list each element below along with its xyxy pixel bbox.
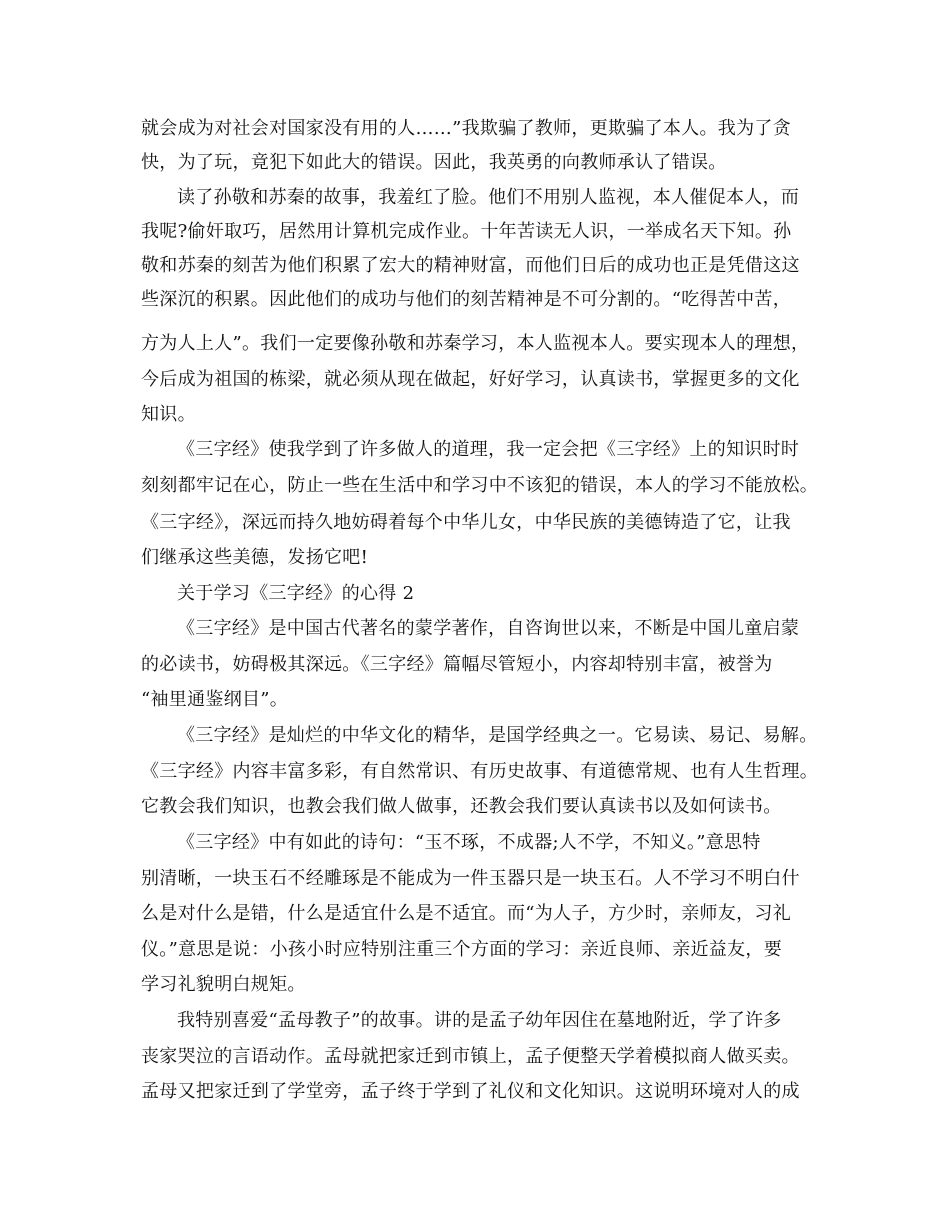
paragraph-start: 读了孙敬和苏秦的故事，我羞红了脸。他们不用别人监视，本人催促本人，而 — [177, 187, 800, 208]
text-line: 别清晰，一块玉石不经雕琢是不能成为一件玉器只是一块玉石。人不学习不明白什 — [141, 868, 800, 889]
paragraph-start: 《三字经》是灿烂的中华文化的精华，是国学经典之一。它易读、易记、易解。 — [177, 725, 818, 746]
text-line: 我呢?偷奸取巧，居然用计算机完成作业。十年苦读无人识，一举成名天下知。孙 — [141, 221, 792, 242]
paragraph-start: 《三字经》中有如此的诗句：“玉不琢，不成器;人不学，不知义。”意思特 — [177, 832, 761, 853]
text-line: 丧家哭泣的言语动作。孟母就把家迁到市镇上，孟子便整天学着模拟商人做买卖。 — [141, 1046, 800, 1067]
text-line: 就会成为对社会对国家没有用的人……”我欺骗了教师，更欺骗了本人。我为了贪 — [141, 118, 791, 139]
paragraph-start: 《三字经》是中国古代著名的蒙学著作，自咨询世以来，不断是中国儿童启蒙 — [177, 618, 800, 639]
text-line: 的必读书，妨碍极其深远。《三字经》篇幅尽管短小，内容却特别丰富，被誉为 — [141, 654, 773, 675]
text-line: 么是对什么是错，什么是适宜什么是不适宜。而“为人子，方少时，亲师友，习礼 — [141, 903, 791, 924]
text-line: 今后成为祖国的栋梁，就必须从现在做起，好好学习，认真读书，掌握更多的文化 — [141, 369, 800, 390]
section-heading: 关于学习《三字经》的心得 2 — [177, 583, 415, 604]
text-line: 《三字经》，深远而持久地妨碍着每个中华儿女，中华民族的美德铸造了它，让我 — [141, 512, 791, 533]
text-line: 方为人上人”。我们一定要像孙敬和苏秦学习，本人监视本人。要实现本人的理想， — [141, 333, 810, 354]
text-line: 们继承这些美德，发扬它吧! — [141, 547, 369, 568]
text-line: “袖里通鉴纲目”。 — [141, 689, 289, 710]
text-line: 《三字经》内容丰富多彩，有自然常识、有历史故事、有道德常规、也有人生哲理。 — [141, 761, 819, 782]
text-line: 知识。 — [141, 404, 196, 425]
text-line: 些深沉的积累。因此他们的成功与他们的刻苦精神是不可分割的。“吃得苦中苦， — [141, 289, 791, 310]
text-line: 刻刻都牢记在心，防止一些在生活中和学习中不该犯的错误，本人的学习不能放松。 — [141, 475, 819, 496]
text-line: 仪。”意思是说：小孩小时应特别注重三个方面的学习：亲近良师、亲近益友，要 — [141, 939, 782, 960]
text-line: 快，为了玩，竟犯下如此大的错误。因此，我英勇的向教师承认了错误。 — [141, 152, 727, 173]
paragraph-start: 我特别喜爱“孟母教子”的故事。讲的是孟子幼年因住在墓地附近，学了许多 — [177, 1010, 782, 1031]
text-line: 敬和苏秦的刻苦为他们积累了宏大的精神财富，而他们日后的成功也正是凭借这这 — [141, 255, 800, 276]
paragraph-start: 《三字经》使我学到了许多做人的道理，我一定会把《三字经》上的知识时时 — [177, 439, 800, 460]
text-line: 它教会我们知识，也教会我们做人做事，还教会我们要认真读书以及如何读书。 — [141, 796, 782, 817]
text-line: 学习礼貌明白规矩。 — [141, 974, 306, 995]
text-line: 孟母又把家迁到了学堂旁，孟子终于学到了礼仪和文化知识。这说明环境对人的成 — [141, 1081, 800, 1102]
